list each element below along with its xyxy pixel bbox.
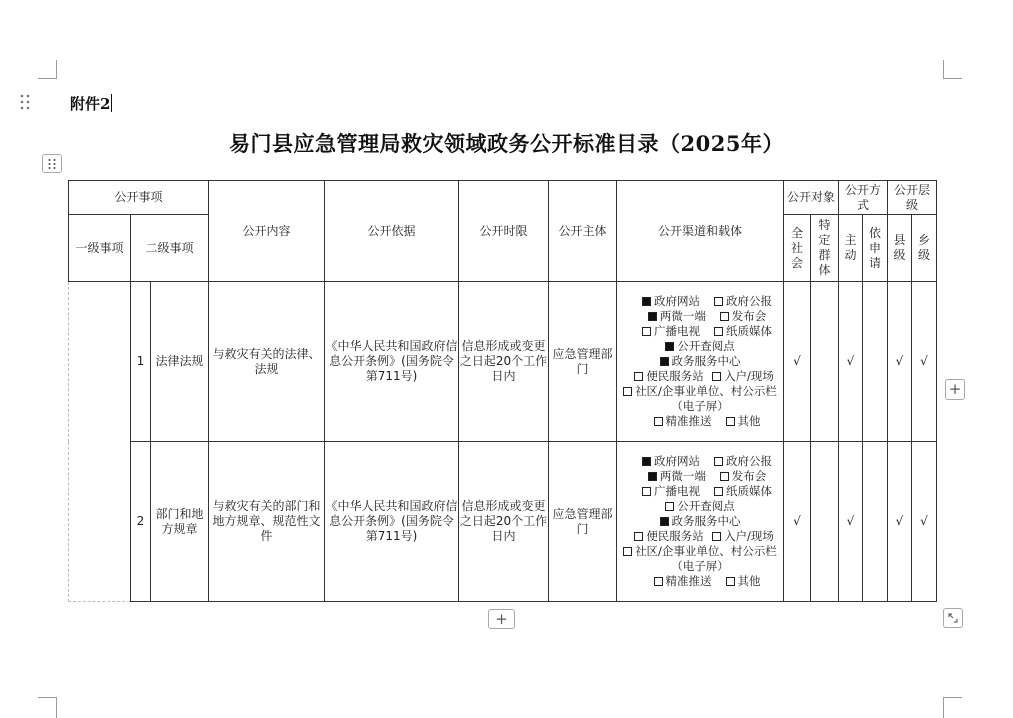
channel-option[interactable] — [712, 369, 774, 384]
attachment-label[interactable] — [70, 93, 112, 114]
resize-arrow-icon — [947, 612, 959, 624]
row-target-specific — [811, 282, 839, 442]
row-time-limit: 信息形成或变更之日起20个工作日内 — [459, 442, 549, 602]
channel-option[interactable] — [626, 529, 712, 544]
table-row — [69, 442, 937, 602]
header-method-request-text: 依申请 — [868, 225, 881, 270]
row-content: 与救灾有关的法律、法规 — [209, 282, 325, 442]
header-level-township-text: 乡级 — [917, 233, 930, 262]
channel-line — [617, 414, 783, 429]
channel-label: 发布会 — [731, 309, 767, 323]
header-method-request — [863, 215, 888, 282]
level1-cell — [69, 282, 131, 602]
channel-label: 精准推送 — [665, 574, 712, 588]
channel-option[interactable] — [628, 454, 714, 469]
row-level-county: √ — [888, 282, 912, 442]
header-channels: 公开渠道和载体 — [617, 181, 784, 282]
channel-label: 政务服务中心 — [671, 514, 741, 528]
channel-label: 政府网站 — [654, 294, 700, 308]
header-target-all — [784, 215, 811, 282]
channel-line — [617, 574, 783, 589]
row-method-request — [863, 442, 888, 602]
row-level-county: √ — [888, 442, 912, 602]
channel-label: 政务服务中心 — [671, 354, 741, 368]
unchecked-box-icon[interactable] — [712, 372, 721, 381]
channel-label: 精准推送 — [665, 414, 712, 428]
channel-option[interactable] — [628, 294, 714, 309]
row-target-specific — [811, 442, 839, 602]
channel-option[interactable] — [626, 369, 712, 384]
channel-option[interactable] — [657, 499, 743, 514]
header-target — [784, 181, 839, 215]
channel-line — [617, 369, 783, 384]
channel-line — [617, 454, 783, 469]
header-level-county-text: 县级 — [893, 233, 906, 262]
channel-line — [617, 339, 783, 369]
row-subject: 应急管理部门 — [549, 282, 617, 442]
channel-line — [617, 384, 783, 414]
row-level-township: √ — [912, 442, 937, 602]
unchecked-box-icon[interactable] — [714, 327, 723, 336]
header-public-item: 公开事项 — [69, 181, 209, 215]
checked-box-icon[interactable] — [648, 312, 657, 321]
channel-option[interactable] — [617, 384, 783, 414]
unchecked-box-icon[interactable] — [642, 327, 651, 336]
header-method-active — [839, 215, 863, 282]
channel-line — [617, 469, 783, 484]
unchecked-box-icon[interactable] — [634, 372, 643, 381]
table-move-icon[interactable] — [42, 154, 62, 173]
unchecked-box-icon[interactable] — [623, 547, 632, 556]
checked-box-icon[interactable] — [660, 517, 669, 526]
add-column-button[interactable]: + — [945, 379, 965, 400]
channel-line — [617, 484, 783, 499]
channel-option[interactable] — [628, 484, 714, 499]
row-basis: 《中华人民共和国政府信息公开条例》(国务院令第711号) — [325, 442, 459, 602]
row-channels — [617, 442, 784, 602]
crop-mark-top-right — [943, 60, 962, 79]
channel-label: 社区/企事业单位、村公示栏（电子屏） — [635, 544, 777, 573]
row-method-active: √ — [839, 282, 863, 442]
header-level — [888, 181, 937, 215]
row-channels — [617, 282, 784, 442]
checked-box-icon[interactable] — [665, 342, 674, 351]
channel-option[interactable] — [726, 574, 761, 589]
unchecked-box-icon[interactable] — [720, 312, 729, 321]
attachment-text: 附件2 — [70, 95, 111, 113]
add-row-button[interactable]: + — [488, 609, 515, 629]
unchecked-box-icon[interactable] — [726, 417, 735, 426]
unchecked-box-icon[interactable] — [714, 457, 723, 466]
row-level2: 法律法规 — [151, 282, 209, 442]
channel-option[interactable] — [634, 309, 720, 324]
unchecked-box-icon[interactable] — [714, 297, 723, 306]
channel-label: 便民服务站 — [646, 369, 704, 383]
unchecked-box-icon[interactable] — [623, 387, 632, 396]
header-target-specific-text: 特定群体 — [818, 218, 831, 277]
channel-label: 广播电视 — [654, 484, 700, 498]
header-target-all-text: 全社会 — [790, 225, 803, 270]
unchecked-box-icon[interactable] — [712, 532, 721, 541]
checked-box-icon[interactable] — [648, 472, 657, 481]
table-row — [69, 282, 937, 442]
unchecked-box-icon[interactable] — [665, 502, 674, 511]
row-target-all: √ — [784, 442, 811, 602]
channel-label: 入户/现场 — [724, 369, 774, 383]
header-level-county — [888, 215, 912, 282]
channel-option[interactable] — [660, 514, 741, 529]
drag-handle-icon[interactable] — [20, 94, 32, 112]
row-method-request — [863, 282, 888, 442]
drag-dots-icon — [20, 94, 30, 110]
channel-label: 纸质媒体 — [726, 484, 772, 498]
checked-box-icon[interactable] — [642, 457, 651, 466]
row-time-limit: 信息形成或变更之日起20个工作日内 — [459, 282, 549, 442]
channel-label: 政府公报 — [726, 454, 772, 468]
channel-label: 发布会 — [731, 469, 767, 483]
channel-label: 便民服务站 — [646, 529, 704, 543]
checked-box-icon[interactable] — [660, 357, 669, 366]
channel-line — [617, 544, 783, 574]
channel-option[interactable] — [617, 544, 783, 574]
row-basis: 《中华人民共和国政府信息公开条例》(国务院令第711号) — [325, 282, 459, 442]
channel-label: 两微一端 — [659, 309, 706, 323]
row-number: 1 — [131, 282, 151, 442]
checked-box-icon[interactable] — [642, 297, 651, 306]
header-level-township — [912, 215, 937, 282]
header-method-text: 公开方式 — [844, 182, 881, 212]
channel-option[interactable] — [640, 574, 726, 589]
channel-line — [617, 499, 783, 529]
unchecked-box-icon[interactable] — [726, 577, 735, 586]
unchecked-box-icon[interactable] — [654, 417, 663, 426]
row-number: 2 — [131, 442, 151, 602]
row-content: 与救灾有关的部门和地方规章、规范性文件 — [209, 442, 325, 602]
unchecked-box-icon[interactable] — [720, 472, 729, 481]
channel-option[interactable] — [726, 414, 761, 429]
channel-label: 社区/企事业单位、村公示栏（电子屏） — [635, 384, 777, 413]
channel-label: 其他 — [737, 414, 761, 428]
channel-label: 政府网站 — [654, 454, 700, 468]
header-content: 公开内容 — [209, 181, 325, 282]
channel-line — [617, 324, 783, 339]
header-method — [839, 181, 888, 215]
crop-mark-top-left — [38, 60, 57, 79]
channel-option[interactable] — [714, 324, 772, 339]
channel-label: 广播电视 — [654, 324, 700, 338]
channel-option[interactable] — [657, 339, 743, 354]
channel-option[interactable] — [628, 324, 714, 339]
channel-option[interactable] — [634, 469, 720, 484]
channel-option[interactable] — [714, 294, 772, 309]
unchecked-box-icon[interactable] — [714, 487, 723, 496]
table-move-dots-icon — [47, 158, 57, 170]
crop-mark-bottom-left — [38, 697, 57, 718]
catalog-table — [68, 180, 937, 602]
header-time-limit: 公开时限 — [459, 181, 549, 282]
channel-option[interactable] — [720, 469, 767, 484]
channel-option[interactable] — [712, 529, 774, 544]
channel-option[interactable] — [714, 484, 772, 499]
channel-option[interactable] — [720, 309, 767, 324]
resize-corner-icon[interactable] — [943, 608, 963, 628]
unchecked-box-icon[interactable] — [634, 532, 643, 541]
row-target-all: √ — [784, 282, 811, 442]
unchecked-box-icon[interactable] — [654, 577, 663, 586]
channel-label: 纸质媒体 — [726, 324, 772, 338]
channel-label: 公开查阅点 — [677, 499, 735, 513]
channel-label: 政府公报 — [726, 294, 772, 308]
channel-line — [617, 309, 783, 324]
channel-label: 两微一端 — [659, 469, 706, 483]
crop-mark-bottom-right — [943, 697, 962, 718]
channel-label: 其他 — [737, 574, 761, 588]
channel-option[interactable] — [640, 414, 726, 429]
row-level2: 部门和地方规章 — [151, 442, 209, 602]
header-level1: 一级事项 — [69, 215, 131, 282]
header-method-active-text: 主动 — [844, 233, 857, 262]
header-subject: 公开主体 — [549, 181, 617, 282]
channel-option[interactable] — [660, 354, 741, 369]
row-method-active: √ — [839, 442, 863, 602]
header-basis: 公开依据 — [325, 181, 459, 282]
channel-label: 入户/现场 — [724, 529, 774, 543]
text-cursor — [111, 94, 112, 112]
header-level2: 二级事项 — [131, 215, 209, 282]
page-title[interactable]: 易门县应急管理局救灾领域政务公开标准目录（2025年） — [229, 131, 784, 156]
header-target-specific — [811, 215, 839, 282]
header-target-text: 公开对象 — [787, 190, 836, 204]
row-subject: 应急管理部门 — [549, 442, 617, 602]
header-level-text: 公开层级 — [893, 182, 930, 212]
channel-label: 公开查阅点 — [677, 339, 735, 353]
row-level-township: √ — [912, 282, 937, 442]
channel-option[interactable] — [714, 454, 772, 469]
unchecked-box-icon[interactable] — [642, 487, 651, 496]
channel-line — [617, 294, 783, 309]
channel-line — [617, 529, 783, 544]
